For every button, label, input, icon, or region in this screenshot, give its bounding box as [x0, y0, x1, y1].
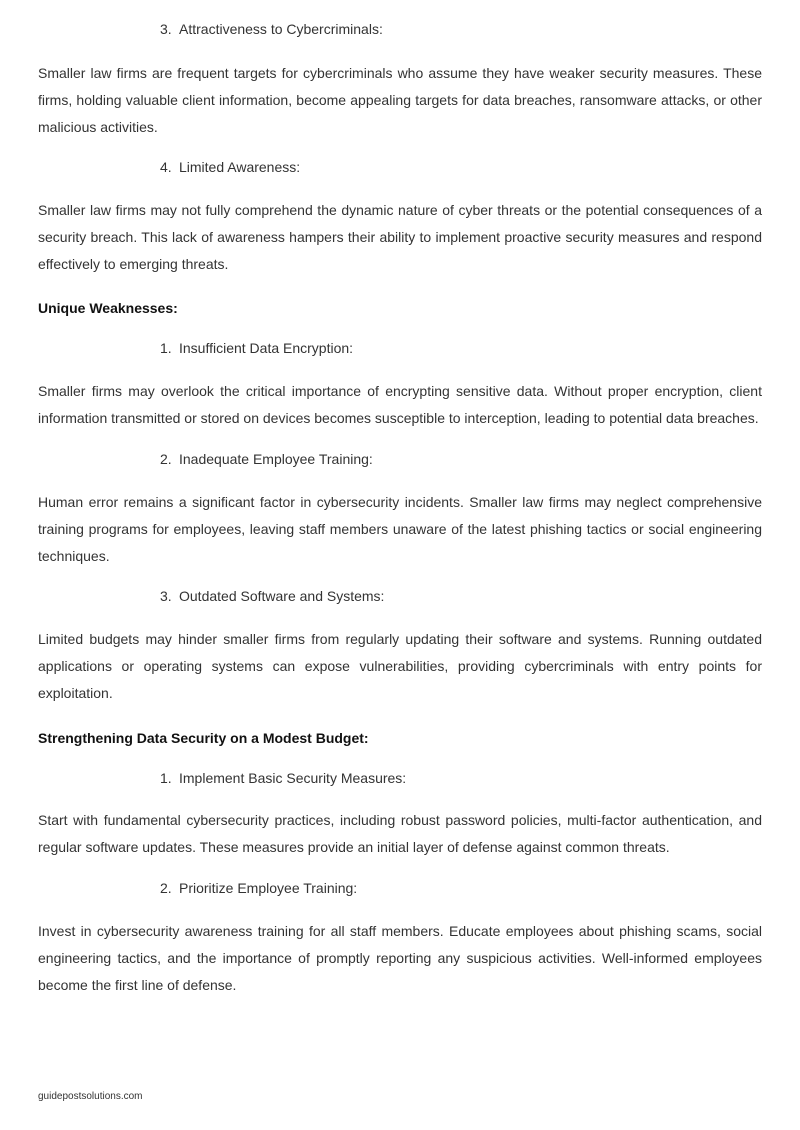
footer-site-url: guidepostsolutions.com: [38, 1091, 143, 1102]
list-item-encryption: [160, 338, 353, 358]
list-item-training: [160, 449, 373, 469]
list-item-label: Insufficient Data Encryption:: [179, 340, 354, 356]
paragraph-encryption: Smaller firms may overlook the critical importance of encrypting sensitive data. Without proper encryption, client information transmitted or stored on devices becomes susceptible to interception, leading to potential data breaches.: [38, 383, 762, 426]
paragraph-training: Human error remains a significant factor in cybersecurity incidents. Smaller law firms may neglect comprehensive training programs for employees, leaving staff members unaware of the latest phishing tactics or social engineering techniques.: [38, 494, 762, 564]
paragraph-prioritize-training: Invest in cybersecurity awareness training for all staff members. Educate employees about phishing scams, social engineering tactics, and the importance of promptly reporting any suspicious activities. Well-informed employees become the first line of defense.: [38, 923, 762, 993]
list-item-awareness: [160, 157, 300, 177]
list-item-basic-measures: [160, 768, 406, 788]
paragraph-software: Limited budgets may hinder smaller firms from regularly updating their software and systems. Running outdated applications or operating systems can expose vulnerabilities, providing cybercriminals with entry points for exploitation.: [38, 631, 762, 701]
list-item-label: Implement Basic Security Measures:: [179, 770, 407, 786]
list-item-prioritize-training: [160, 878, 357, 898]
list-item-label: Outdated Software and Systems:: [179, 588, 385, 604]
list-item-label: Limited Awareness:: [179, 159, 301, 175]
list-item-label: Prioritize Employee Training:: [179, 880, 358, 896]
section-heading-weaknesses: Unique Weaknesses:: [38, 300, 178, 316]
list-number: 2.: [160, 451, 172, 467]
list-item-software: [160, 586, 384, 606]
paragraph-awareness: Smaller law firms may not fully comprehend the dynamic nature of cyber threats or the potential consequences of a security breach. This lack of awareness hampers their ability to implement proactive security measures and respond effectively to emerging threats.: [38, 202, 762, 272]
section-heading-strengthening: Strengthening Data Security on a Modest Budget:: [38, 730, 369, 746]
list-number: 3.: [160, 588, 172, 604]
list-number: 1.: [160, 340, 172, 356]
list-number: 4.: [160, 159, 172, 175]
list-number: 3.: [160, 21, 172, 37]
list-item-attractiveness: [160, 19, 383, 39]
paragraph-basic-measures: Start with fundamental cybersecurity practices, including robust password policies, multi-factor authentication, and regular software updates. These measures provide an initial layer of defense against common threats.: [38, 812, 762, 855]
list-number: 2.: [160, 880, 172, 896]
paragraph-attractiveness: Smaller law firms are frequent targets for cybercriminals who assume they have weaker security measures. These firms, holding valuable client information, become appealing targets for data breaches, ransomware attacks, or other malicious activities.: [38, 65, 762, 135]
list-item-label: Attractiveness to Cybercriminals:: [179, 21, 383, 37]
list-number: 1.: [160, 770, 172, 786]
list-item-label: Inadequate Employee Training:: [179, 451, 373, 467]
